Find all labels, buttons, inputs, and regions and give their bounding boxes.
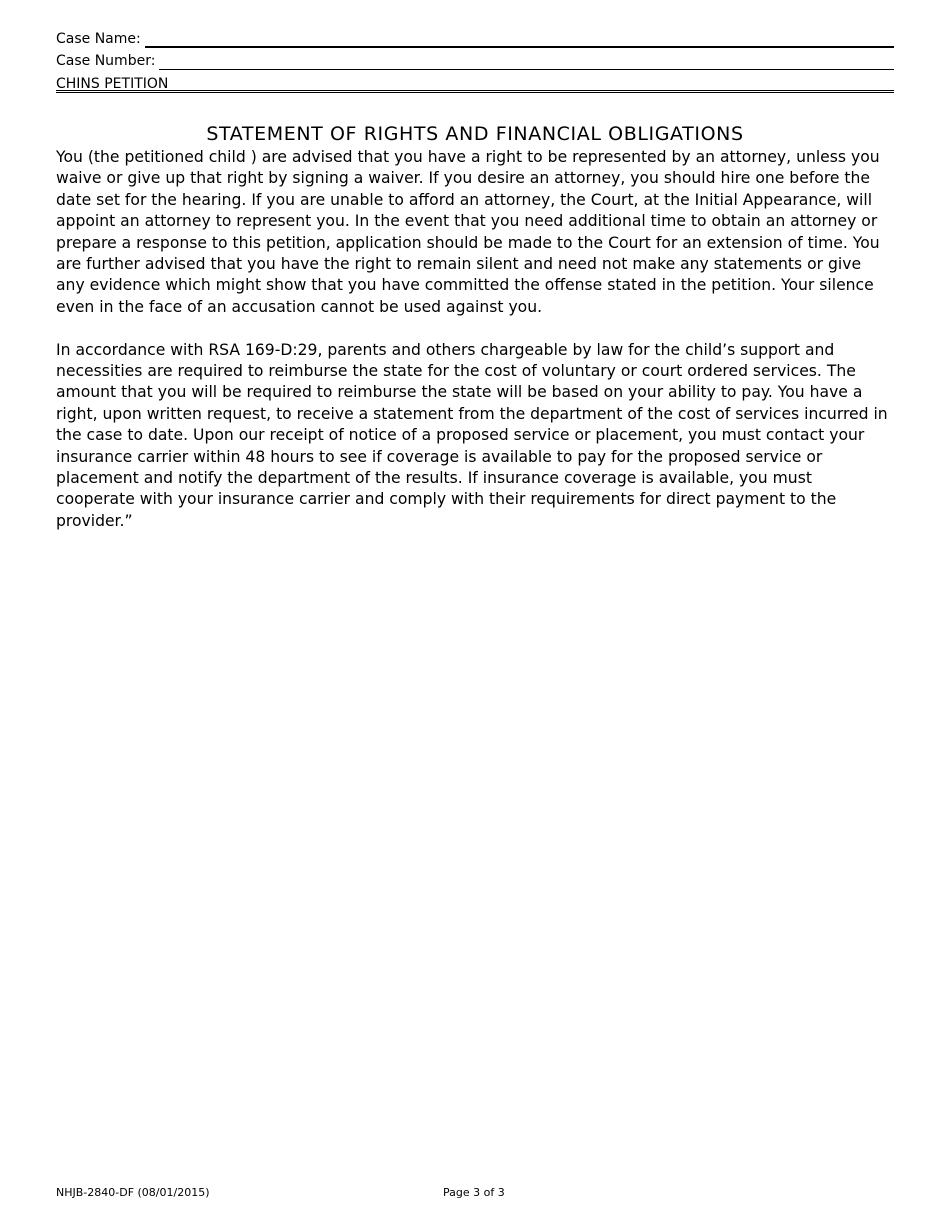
case-number-row <box>56 48 894 70</box>
financial-obligations-paragraph: In accordance with RSA 169-D:29, parents and others chargeable by law for the child’s support and necessities are required to reimburse the state for the cost of voluntary or court ordered services. The amount that you will be required to reimburse the state will be based on your ability to pay. You have a right, upon written request, to receive a statement from the department of the cost of services incurred in the case to date. Upon our receipt of notice of a proposed service or placement, you must contact your insurance carrier within 48 hours to see if coverage is available to pay for the proposed service or placement and notify the department of the results. If insurance coverage is available, you must cooperate with your insurance carrier and comply with their requirements for direct payment to the provider.” <box>56 340 888 530</box>
form-title-row <box>56 70 894 93</box>
case-name-label: Case Name: <box>56 31 141 47</box>
page-number: Page 3 of 3 <box>443 1186 505 1199</box>
form-title: CHINS PETITION <box>56 76 169 92</box>
case-number-field[interactable] <box>159 52 894 70</box>
document-title: STATEMENT OF RIGHTS AND FINANCIAL OBLIGATIONS <box>206 123 744 145</box>
document-body <box>56 147 894 554</box>
form-id: NHJB-2840-DF (08/01/2015) <box>56 1186 210 1199</box>
rights-paragraph: You (the petitioned child ) are advised that you have a right to be represented by an attorney, unless you waive or give up that right by signing a waiver. If you desire an attorney, you should hire one before the date set for the hearing. If you are unable to afford an attorney, the Court, at the Initial Appearance, will appoint an attorney to represent you. In the event that you need additional time to obtain an attorney or prepare a response to this petition, application should be made to the Court for an extension of time. You are further advised that you have the right to remain silent and need not make any statements or give any evidence which might show that you have committed the offense stated in the petition. Your silence even in the face of an accusation cannot be used against you. <box>56 148 880 316</box>
case-number-label: Case Number: <box>56 53 156 69</box>
case-name-field[interactable] <box>145 29 894 48</box>
case-name-row <box>56 26 894 48</box>
case-header <box>56 26 894 93</box>
